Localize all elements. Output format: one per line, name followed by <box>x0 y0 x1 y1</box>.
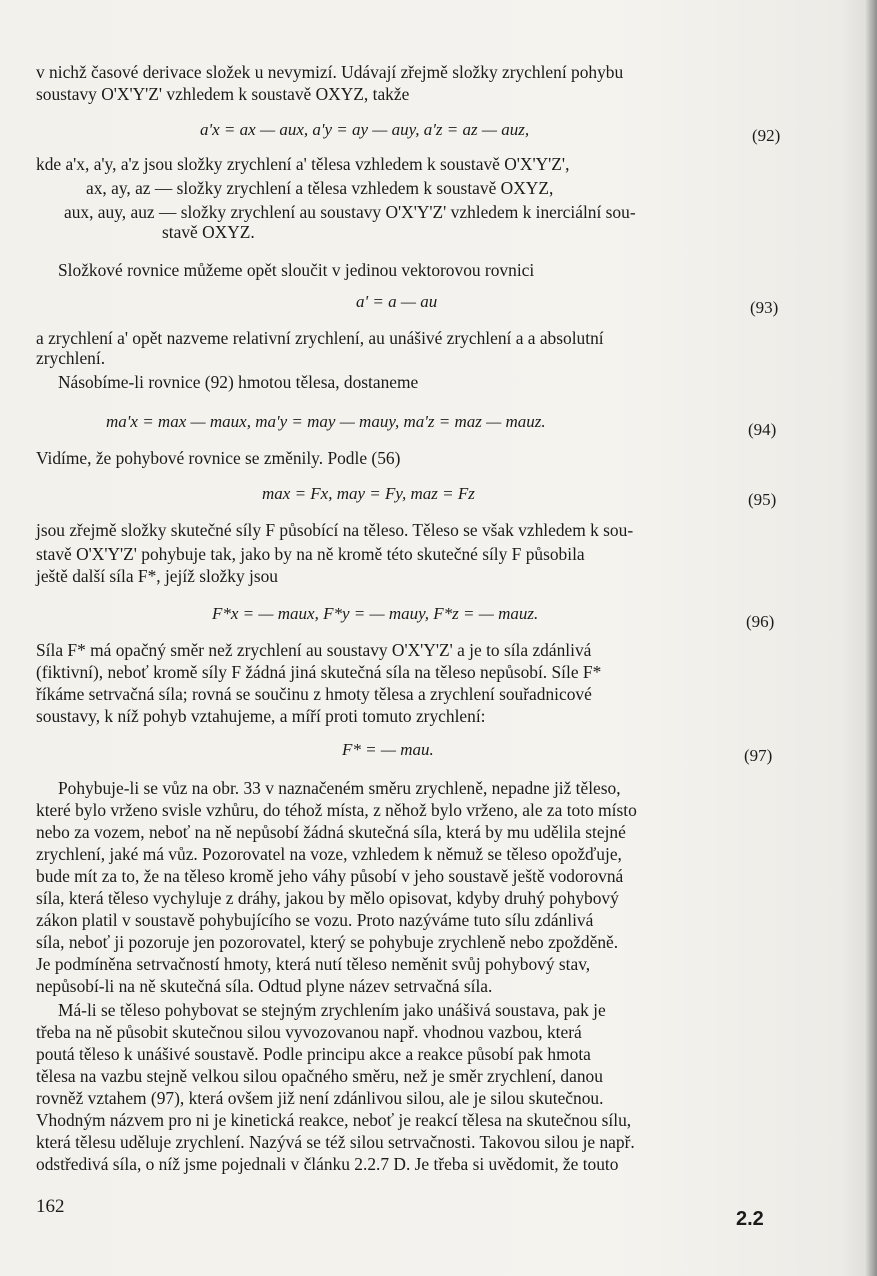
text-line: které bylo vrženo svisle vzhůru, do téhož místa, z něhož bylo vrženo, ale za toto místo <box>36 800 637 820</box>
text-line: Má-li se těleso pohybovat se stejným zrychlením jako unášivá soustava, pak je <box>58 1000 606 1020</box>
text-line: Je podmíněna setrvačností hmoty, která nutí těleso neměnit svůj pohybový stav, <box>36 954 591 974</box>
text-line: jsou zřejmě složky skutečné síly F působící na těleso. Těleso se však vzhledem k sou- <box>36 520 634 540</box>
text-line: soustavy O'X'Y'Z' vzhledem k soustavě OXYZ, takže <box>36 84 410 104</box>
equation-93: a' = a — au <box>356 292 438 311</box>
text-line: síla, která těleso vychyluje z dráhy, jakou by mělo opisovat, kdyby druhý pohybový <box>36 888 619 908</box>
text-line: zrychlení. <box>36 348 106 368</box>
equation-97: F* = — mau. <box>342 740 434 759</box>
equation-number-96: (96) <box>746 612 775 631</box>
equation-number-97: (97) <box>744 746 773 765</box>
text-line: třeba na ně působit skutečnou silou vyvozovanou např. vhodnou vazbou, která <box>36 1022 582 1042</box>
equation-96: F*x = — maux, F*y = — mauy, F*z = — mauz. <box>212 604 539 623</box>
text-line: soustavy, k níž pohyb vztahujeme, a míří proti tomuto zrychlení: <box>36 706 486 726</box>
section-number: 2.2 <box>736 1208 764 1230</box>
equation-number-95: (95) <box>748 490 777 509</box>
text-line: Síla F* má opačný směr než zrychlení au soustavy O'X'Y'Z' a je to síla zdánlivá <box>36 640 592 660</box>
equation-95: max = Fx, may = Fy, maz = Fz <box>262 484 475 503</box>
text-line: a zrychlení a' opět nazveme relativní zrychlení, au unášivé zrychlení a a absolutní <box>36 328 604 348</box>
text-line: bude mít za to, že na těleso kromě jeho váhy působí v jeho soustavě ještě vodorovná <box>36 866 624 886</box>
text-line: zrychlení, jaké má vůz. Pozorovatel na voze, vzhledem k němuž se těleso opožďuje, <box>36 844 622 864</box>
equation-number-94: (94) <box>748 420 777 439</box>
equation-number-93: (93) <box>750 298 779 317</box>
text-line: říkáme setrvačná síla; rovná se součinu z hmoty tělesa a zrychlení souřadnicové <box>36 684 592 704</box>
text-line: nebo za vozem, neboť na ně nepůsobí žádná skutečná síla, která by mu udělila stejné <box>36 822 626 842</box>
text-line: Složkové rovnice můžeme opět sloučit v jedinou vektorovou rovnici <box>58 260 535 280</box>
text-line: Násobíme-li rovnice (92) hmotou tělesa, dostaneme <box>58 372 419 392</box>
text-line: síla, neboť ji pozoruje jen pozorovatel, který se pohybuje zrychleně nebo zpožděně. <box>36 932 619 952</box>
page-edge-shadow <box>865 0 877 1276</box>
text-line: (fiktivní), neboť kromě síly F žádná jiná skutečná síla na těleso nepůsobí. Síle F* <box>36 662 602 682</box>
text-line: aux, auy, auz — složky zrychlení au soustavy O'X'Y'Z' vzhledem k inerciální sou- <box>64 202 636 222</box>
text-line: Pohybuje-li se vůz na obr. 33 v naznačeném směru zrychleně, nepadne již těleso, <box>58 778 621 798</box>
text-line: zákon platil v soustavě pohybujícího se vozu. Proto nazýváme tuto sílu zdánlivá <box>36 910 594 930</box>
text-line: poutá těleso k unášivé soustavě. Podle principu akce a reakce působí pak hmota <box>36 1044 591 1064</box>
text-line: Vidíme, že pohybové rovnice se změnily. Podle (56) <box>36 448 401 468</box>
equation-94: ma'x = max — maux, ma'y = may — mauy, ma'z = maz — mauz. <box>106 412 546 431</box>
equation-number-92: (92) <box>752 126 781 145</box>
text-line: Vhodným názvem pro ni je kinetická reakce, neboť je reakcí tělesa na skutečnou sílu, <box>36 1110 632 1130</box>
text-line: která tělesu uděluje zrychlení. Nazývá se též silou setrvačnosti. Takovou silou je např. <box>36 1132 635 1152</box>
text-line: kde a'x, a'y, a'z jsou složky zrychlení a' tělesa vzhledem k soustavě O'X'Y'Z', <box>36 154 570 174</box>
text-line: stavě O'X'Y'Z' pohybuje tak, jako by na ně kromě této skutečné síly F působila <box>36 544 585 564</box>
text-line: v nichž časové derivace složek u nevymizí. Udávají zřejmě složky zrychlení pohybu <box>36 62 624 82</box>
text-line: ještě další síla F*, jejíž složky jsou <box>36 566 278 586</box>
text-line: stavě OXYZ. <box>162 222 255 242</box>
equation-92: a'x = ax — aux, a'y = ay — auy, a'z = az — auz, <box>200 120 530 139</box>
text-line: tělesa na vazbu stejně velkou silou opačného směru, než je směr zrychlení, danou <box>36 1066 603 1086</box>
text-line: rovněž vztahem (97), která ovšem již není zdánlivou silou, ale je silou skutečnou. <box>36 1088 604 1108</box>
text-line: ax, ay, az — složky zrychlení a tělesa vzhledem k soustavě OXYZ, <box>86 178 554 198</box>
text-line: nepůsobí-li na ně skutečná síla. Odtud plyne název setrvačná síla. <box>36 976 493 996</box>
text-line: odstředivá síla, o níž jsme pojednali v článku 2.2.7 D. Je třeba si uvědomit, že touto <box>36 1154 619 1174</box>
page-number: 162 <box>36 1196 65 1217</box>
